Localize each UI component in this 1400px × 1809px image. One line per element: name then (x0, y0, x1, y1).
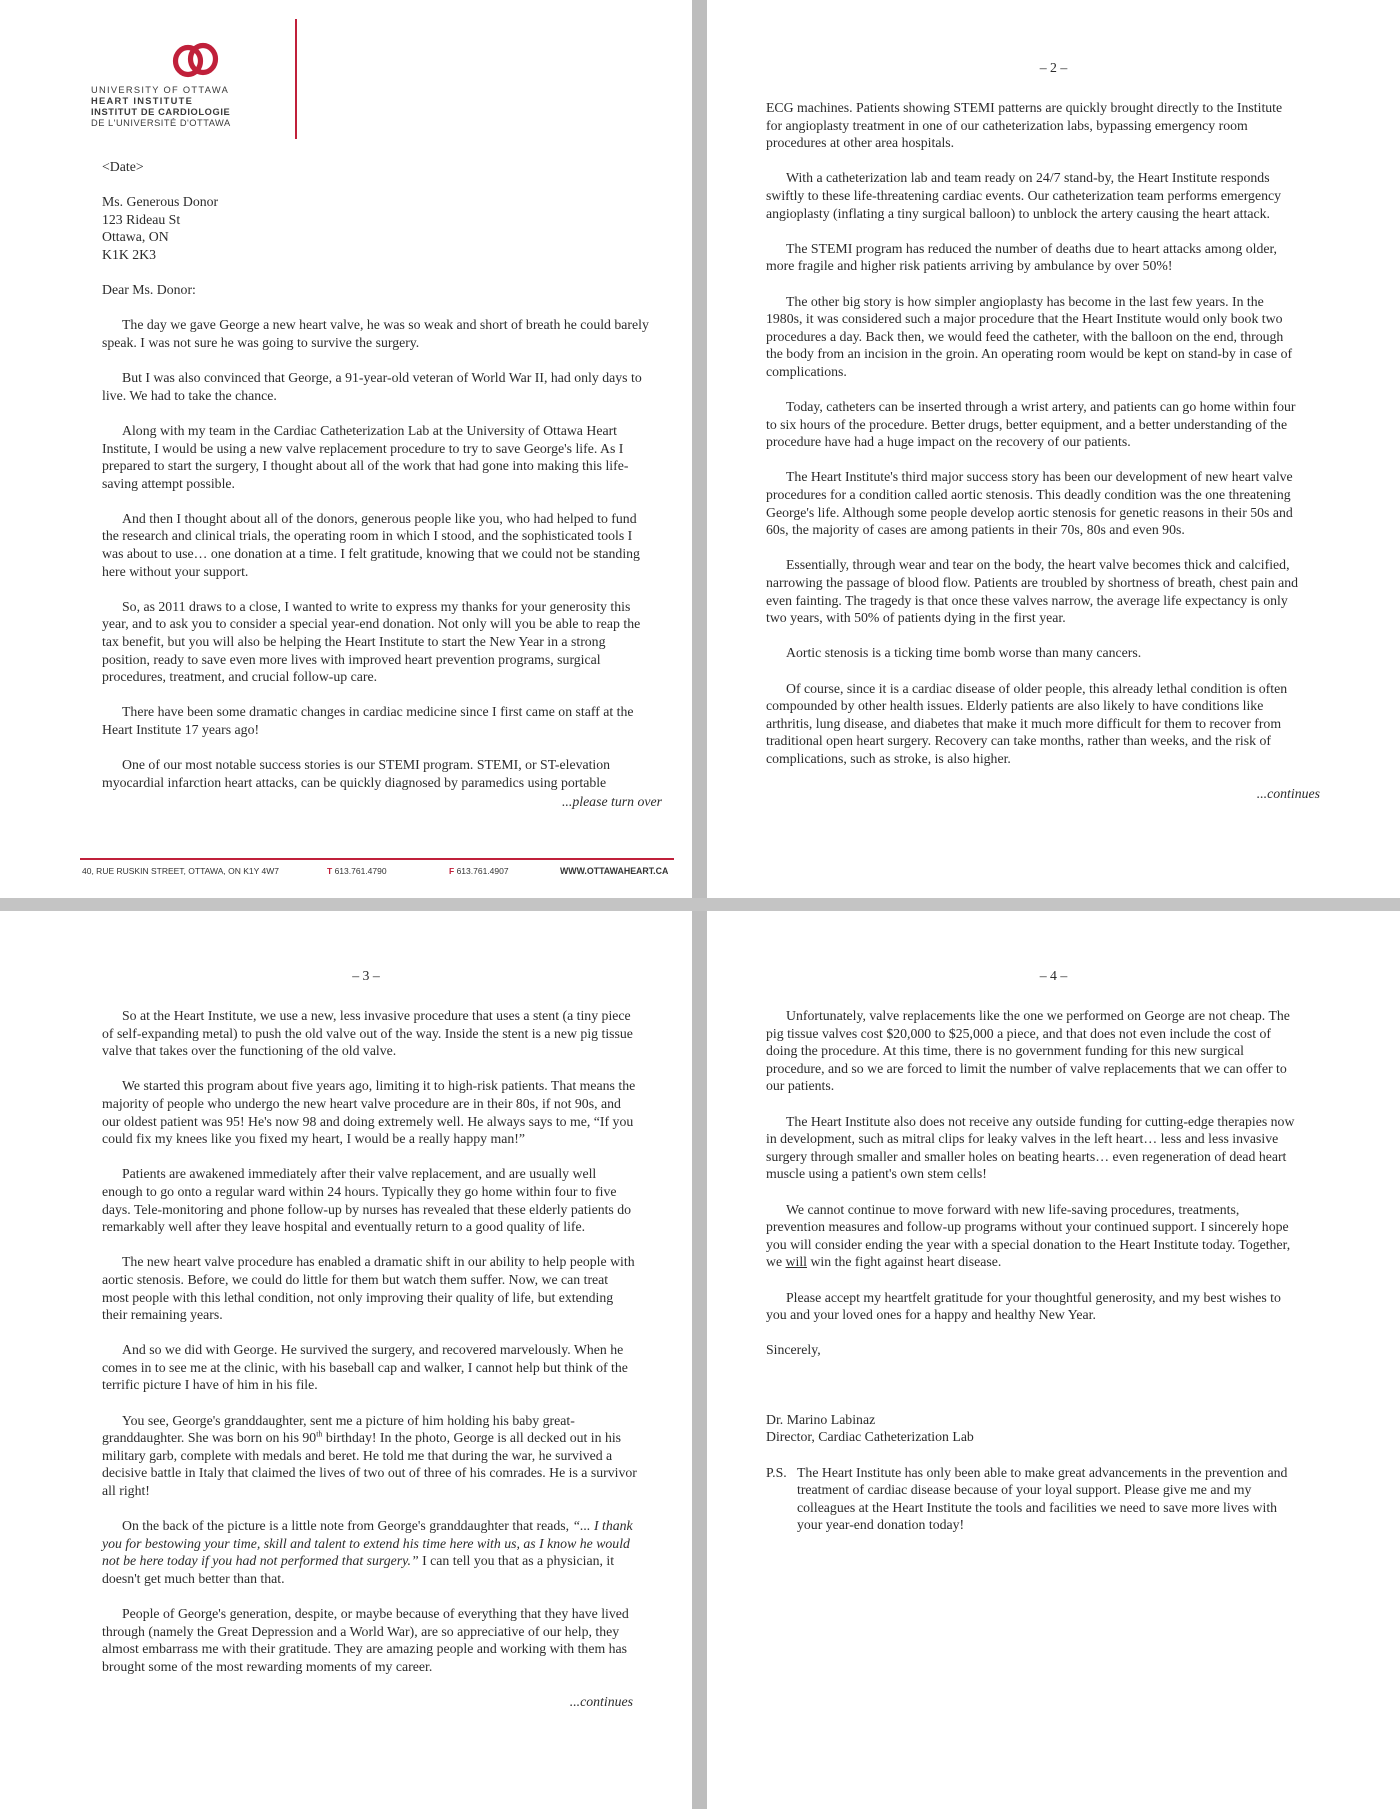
continues-note: ...continues (569, 1694, 633, 1710)
letter-date: <Date> (102, 159, 144, 174)
postscript (766, 1464, 1300, 1534)
address-line-4: K1K 2K3 (102, 246, 157, 262)
page-1-body (102, 158, 662, 811)
salutation: Dear Ms. Donor: (102, 282, 196, 298)
footer-address: 40, RUE RUSKIN STREET, OTTAWA, ON K1Y 4W7 (82, 866, 279, 876)
page-number: – 4 – (1039, 968, 1068, 983)
footer-rule (80, 858, 674, 860)
paragraph: Today, catheters can be inserted through a wrist artery, and patients can go home within four to six hours of the procedure. Better drugs, better equipment, and a better understanding of the procedure have had a huge impact on the recovery of our patients. (766, 399, 1296, 450)
text-span: We cannot continue to move forward with new life-saving procedures, treatments, prevention measures and follow-up programs without your continued support. I sincerely hope you will consider ending the year with a special donation to the Heart Institute today. Together, we (766, 1201, 1291, 1270)
paragraph: People of George's generation, despite, or maybe because of everything that they have lived through (namely the Great Depression and a World War), are so appreciative of our help, they almost embarrass me with their gratitude. They are amazing people and working with them has brought some of the most rewarding moments of my career. (102, 1606, 629, 1674)
paragraph: So, as 2011 draws to a close, I wanted to write to express my thanks for your generosity this year, and to ask you to consider a special year-end donation. Not only will you be able to reap the tax benefit, but you will also be helping the Heart Institute to start the New Year in a strong position, ready to save even more lives with improved heart prevention programs, surgical procedures, treatment, and crucial follow-up care. (102, 598, 641, 685)
text-span: You see, George's granddaughter, sent me a picture of him holding his baby great-granddaughter. She was born on his 90 (102, 1412, 575, 1446)
ps-label: P.S. (766, 1464, 787, 1480)
paragraph: Patients are awakened immediately after their valve replacement, and are usually well enough to go onto a regular ward within 24 hours. Typically they go home within four to five days. Tele-monitoring and phone follow-up by nurses has revealed that these elderly patients do remarkably well after they leave hospital and eventually return to a good quality of life. (102, 1166, 632, 1235)
logo-line-2: HEART INSTITUTE (91, 96, 194, 106)
phone-number: 613.761.4790 (334, 866, 387, 876)
page-number: – 3 – (352, 968, 380, 983)
paragraph: We started this program about five years ago, limiting it to high-risk patients. That means the majority of people who undergo the new heart valve procedure are in their 80s, if not 90s, and our oldest patient was 95! He's now 98 and doing extremely well. He always says to me, “If you could fix my knees like you fixed my heart, I would be a really happy man!” (102, 1078, 636, 1147)
paragraph (102, 1412, 638, 1500)
closing: Sincerely, (766, 1342, 821, 1358)
ps-text: The Heart Institute has only been able to make great advancements in the prevention and treatment of cardiac disease because of your loyal support. Please give me and my colleagues at the Heart Institute the tools and facilities we need to save more lives with your year-end donation today! (797, 1464, 1288, 1533)
paragraph: ECG machines. Patients showing STEMI patterns are quickly brought directly to the Institute for angioplasty treatment in one of our catheterization labs, bypassing emergency room procedures at other area hospitals. (766, 100, 1283, 151)
text-span: On the back of the picture is a little note from George's granddaughter that reads, (122, 1518, 573, 1534)
signer-title: Director, Cardiac Catheterization Lab (766, 1429, 974, 1445)
signature-block (766, 1411, 1300, 1446)
paragraph: Unfortunately, valve replacements like the one we performed on George are not cheap. The pig tissue valves cost $20,000 to $25,000 a piece, and that does not even include the cost of doing the procedure. At this time, there is no government funding for this new surgical procedure, and so we are forced to limit the number of valve replacements that we can offer to our patients. (766, 1008, 1290, 1094)
paragraph: Along with my team in the Cardiac Catheterization Lab at the University of Ottawa Heart Institute, I would be using a new valve replacement procedure to try to save George's life. As I prepared to start the surgery, I thought about all of the work that had gone into making this life-saving attempt possible. (102, 422, 629, 491)
recipient-address (102, 193, 652, 263)
signer-name: Dr. Marino Labinaz (766, 1411, 876, 1427)
footer-website: WWW.OTTAWAHEART.CA (560, 866, 669, 876)
turn-over-note: ...please turn over (561, 794, 662, 810)
page-number: – 2 – (1039, 60, 1068, 75)
text-span: birthday! In the photo, George is all decked out in his military garb, complete with medals and beret. He told me that during the war, he survived a decisive battle in Italy that claimed the lives of two out of three of his comrades. He is a survivor all right! (102, 1430, 637, 1499)
paragraph: And then I thought about all of the donors, generous people like you, who had helped to fund the research and clinical trials, the operating room in which I stood, and the sophisticated tools I was about to use… one donation at a time. I felt gratitude, knowing that we could not be standing here without your support. (102, 510, 640, 579)
page-2-body (766, 99, 1320, 803)
letterhead-divider (295, 19, 297, 139)
paragraph (102, 1517, 638, 1587)
page-3-body (102, 1007, 638, 1711)
paragraph: There have been some dramatic changes in cardiac medicine since I first came on staff at the Heart Institute 17 years ago! (102, 704, 634, 737)
heart-rings-logo-icon (170, 40, 222, 80)
paragraph (766, 1201, 1300, 1271)
letter-page-2 (707, 0, 1400, 898)
paragraph: Of course, since it is a cardiac disease of older people, this already lethal condition is often compounded by other health issues. Elderly patients are also likely to have conditions like arthritis, lung disease, and diabetes that make it much more difficult for them to recover from traditional open heart surgery. Recovery can take months, rather than weeks, and the risk of complications, such as stroke, is also higher. (766, 680, 1288, 766)
text-span: win the fight against heart disease. (807, 1254, 1002, 1270)
paragraph: And so we did with George. He survived the surgery, and recovered marvelously. When he comes in to see me at the clinic, with his baseball cap and walker, I cannot help but think of the terrific picture I have of him in his file. (102, 1342, 628, 1393)
logo-line-1: UNIVERSITY OF OTTAWA (91, 85, 230, 95)
paragraph: The Heart Institute also does not receive any outside funding for cutting-edge therapies now in development, such as mitral clips for leaky valves in the left heart… less and less invasive surgery through smaller and smaller holes on beating hearts… even regeneration of dead heart muscle using a patient's own stem cells! (766, 1113, 1295, 1182)
phone-label: T (327, 866, 333, 876)
paragraph: But I was also convinced that George, a 91-year-old veteran of World War II, had only days to live. We had to take the chance. (102, 370, 642, 403)
page-4-body (766, 1007, 1300, 1534)
paragraph: The day we gave George a new heart valve, he was so weak and short of breath he could barely speak. I was not sure he was going to survive the surgery. (102, 317, 649, 350)
paragraph: One of our most notable success stories is our STEMI program. STEMI, or ST-elevation myocardial infarction heart attacks, can be quickly diagnosed by paramedics using portable (102, 757, 611, 790)
paragraph: The Heart Institute's third major success story has been our development of new heart valve procedures for a condition called aortic stenosis. This deadly condition was the one threatening George's life. Although some people develop aortic stenosis for genetic reasons in their 50s and 60s, the majority of cases are among patients in their 70s, 80s and even 90s. (766, 469, 1293, 538)
superscript: th (316, 1429, 323, 1439)
paragraph: The new heart valve procedure has enabled a dramatic shift in our ability to help people with aortic stenosis. Before, we could do little for them but watch them suffer. Now, we can treat most people with this lethal condition, not only improving their quality of life, but extending their remaining years. (102, 1254, 635, 1323)
address-line-3: Ottawa, ON (102, 229, 169, 245)
text-span: I can tell you that as a physician, it doesn't get much better than that. (102, 1553, 615, 1586)
paragraph: With a catheterization lab and team ready on 24/7 stand-by, the Heart Institute responds swiftly to these life-threatening cardiac events. Our catheterization team performs emergency angioplasty (inflating a tiny surgical balloon) to unblock the artery causing the heart attack. (766, 170, 1281, 221)
logo-line-4: DE L'UNIVERSITÉ D'OTTAWA (91, 118, 231, 128)
continues-note: ...continues (1256, 786, 1320, 802)
horizontal-page-gutter (0, 898, 1400, 911)
granddaughter-quote: “... I thank you for bestowing your time, skill and talent to extend his time here with us, as I know he would not be here today if you had not performed that surgery.” (102, 1518, 633, 1569)
paragraph: The STEMI program has reduced the number of deaths due to heart attacks among older, more fragile and higher risk patients arriving by ambulance by over 50%! (766, 240, 1277, 274)
paragraph: The other big story is how simpler angioplasty has become in the last few years. In the 1980s, it was considered such a major procedure that the Heart Institute would only book two procedures a day. Back then, we would feed the catheter, with the balloon on the end, through the body from an incision in the groin. An operating room would be kept on stand-by in case of complications. (766, 293, 1293, 379)
logo-line-3: INSTITUT DE CARDIOLOGIE (91, 107, 231, 117)
footer-phone (327, 866, 387, 876)
fax-number: 613.761.4907 (456, 866, 509, 876)
paragraph: Essentially, through wear and tear on the body, the heart valve becomes thick and calcified, narrowing the passage of blood flow. Patients are troubled by shortness of breath, chest pain and even fainting. The tragedy is that once these valves narrow, the average life expectancy is only two years, with 50% of patients dying in the first year. (766, 557, 1299, 626)
paragraph: Please accept my heartfelt gratitude for your thoughtful generosity, and my best wishes to you and your loved ones for a happy and healthy New Year. (766, 1289, 1281, 1323)
letter-page-4 (707, 911, 1400, 1809)
letter-page-1 (0, 0, 692, 898)
paragraph: So at the Heart Institute, we use a new, less invasive procedure that uses a stent (a tiny piece of self-expanding metal) to push the old valve out of the way. Inside the stent is a new pig tissue valve that takes over the functioning of the old valve. (102, 1008, 633, 1059)
underlined-word: will (785, 1254, 808, 1270)
paragraph: Aortic stenosis is a ticking time bomb worse than many cancers. (786, 645, 1142, 661)
fax-label: F (449, 866, 455, 876)
letter-page-3 (0, 911, 692, 1809)
address-line-1: Ms. Generous Donor (102, 194, 219, 210)
address-line-2: 123 Rideau St (102, 211, 181, 227)
institute-logo (91, 40, 261, 129)
footer-fax (449, 866, 509, 876)
